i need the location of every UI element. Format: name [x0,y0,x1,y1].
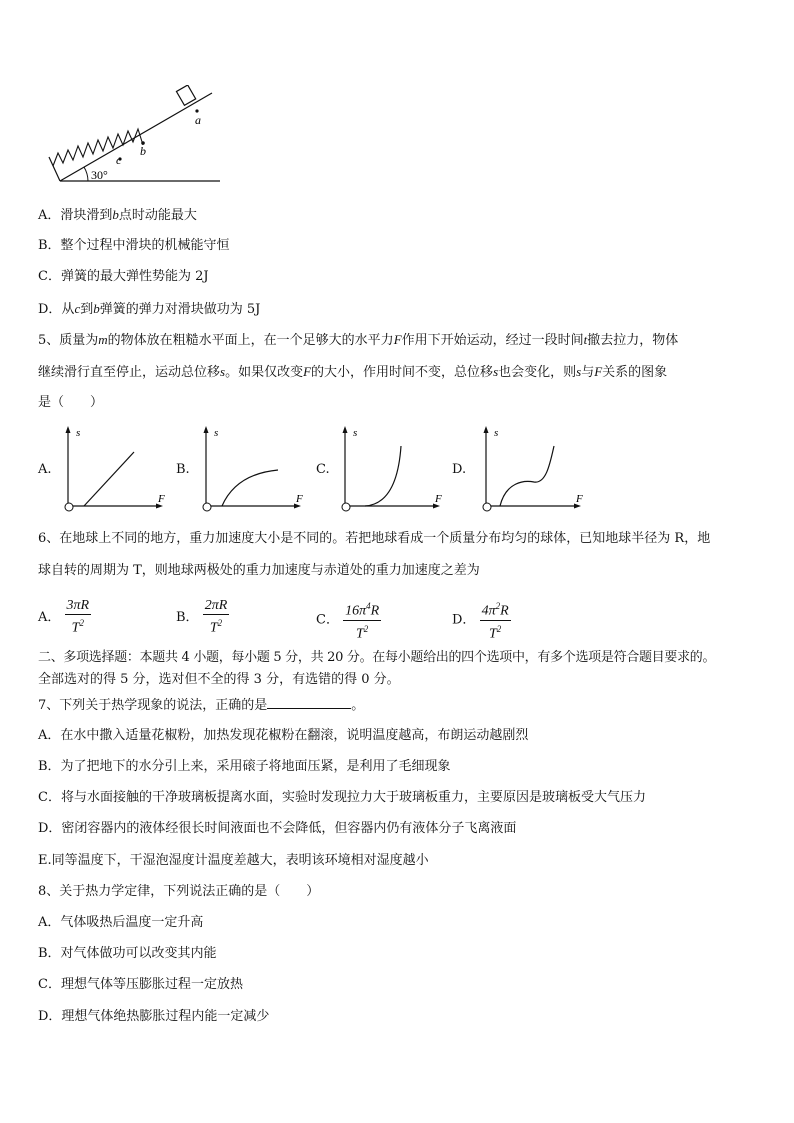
axis-s-label: s [76,427,81,439]
q4-option-b: B．整个过程中滑块的机械能守恒 [38,238,230,253]
q5-graph-a [58,424,173,516]
axis-s-label: s [494,427,499,439]
q8-option-b: B．对气体做功可以改变其内能 [38,946,217,961]
q5-stem-line2: 继续滑行直至停止，运动总位移s。如果仅改变F的大小，作用时间不变，总位移s也会变化，则s与F关系的图象 [38,364,668,380]
q6-option-c: C． $\frac{16\pi^4R}{T^2}$ [316,598,381,642]
angle-label: 30° [91,168,108,182]
q4-option-a: A．滑块滑到b点时动能最大 [38,207,197,223]
q5-graph-label-c: C. [316,462,330,477]
axis-f-label: F [435,493,442,505]
axis-s-label: s [214,427,219,439]
q4-option-d: D．从c到b弹簧的弹力对滑块做功为 5J [38,301,261,317]
label-c: c [116,153,122,167]
q8-option-d: D．理想气体绝热膨胀过程内能一定减少 [38,1009,270,1024]
label-a: a [195,113,201,127]
axis-f-label: F [296,493,303,505]
q7-option-d: D．密闭容器内的液体经很长时间液面也不会降低，但容器内仍有液体分子飞离液面 [38,821,517,836]
axis-f-label: F [576,493,583,505]
q7-option-e: E.同等温度下，干湿泡湿度计温度差越大，表明该环境相对湿度越小 [38,853,429,868]
q8-stem: 8、关于热力学定律，下列说法正确的是（ ） [38,884,320,899]
q6-stem-line2: 球自转的周期为 T，则地球两极处的重力加速度与赤道处的重力加速度之差为 [38,563,480,578]
q8-option-a: A．气体吸热后温度一定升高 [38,915,204,930]
q5-graph-label-b: B. [176,462,190,477]
section2-heading-line2: 全部选对的得 5 分，选对但不全的得 3 分，有选错的得 0 分。 [38,672,400,687]
q7-option-b: B．为了把地下的水分引上来，采用磙子将地面压紧，是利用了毛细现象 [38,759,451,774]
q5-graph-c [335,424,450,516]
q5-graph-label-a: A. [38,462,52,477]
axis-f-label: F [158,493,165,505]
q6-stem-line1: 6、在地球上不同的地方，重力加速度大小是不同的。若把地球看成一个质量分布均匀的球体，已知地球半径为 R，地 [38,531,711,546]
q5-stem-line3: 是（ ） [38,395,104,410]
q6-option-d: D． $\frac{4\pi^2R}{T^2}$ [452,598,511,642]
q5-graph-d [476,424,591,516]
q7-stem: 7、下列关于热学现象的说法，正确的是 。 [38,698,365,713]
q5-stem-line1: 5、质量为m的物体放在粗糙水平面上，在一个足够大的水平力F作用下开始运动，经过一段时间t撤去拉力，物体 [38,332,679,348]
q8-option-c: C．理想气体等压膨胀过程一定放热 [38,977,243,992]
answer-blank [267,696,351,709]
q6-option-a: A． $\frac{3\pi R}{T^2}$ [38,598,90,636]
section2-heading-line1: 二、多项选择题：本题共 4 小题，每小题 5 分，共 20 分。在每小题给出的四个选项中，有多个选项是符合题目要求的。 [38,650,716,665]
incline-spring-diagram [40,85,230,190]
q7-option-c: C．将与水面接触的干净玻璃板提离水面，实验时发现拉力大于玻璃板重力，主要原因是玻璃板受大气压力 [38,790,646,805]
q5-graph-label-d: D. [452,462,467,477]
axis-s-label: s [353,427,358,439]
q4-option-c: C．弹簧的最大弹性势能为 2J [38,269,209,284]
q6-option-b: B． $\frac{2\pi R}{T^2}$ [176,598,228,636]
q5-graph-b [196,424,311,516]
label-b: b [140,144,146,158]
q7-option-a: A．在水中撒入适量花椒粉，加热发现花椒粉在翻滚，说明温度越高，布朗运动越剧烈 [38,728,529,743]
